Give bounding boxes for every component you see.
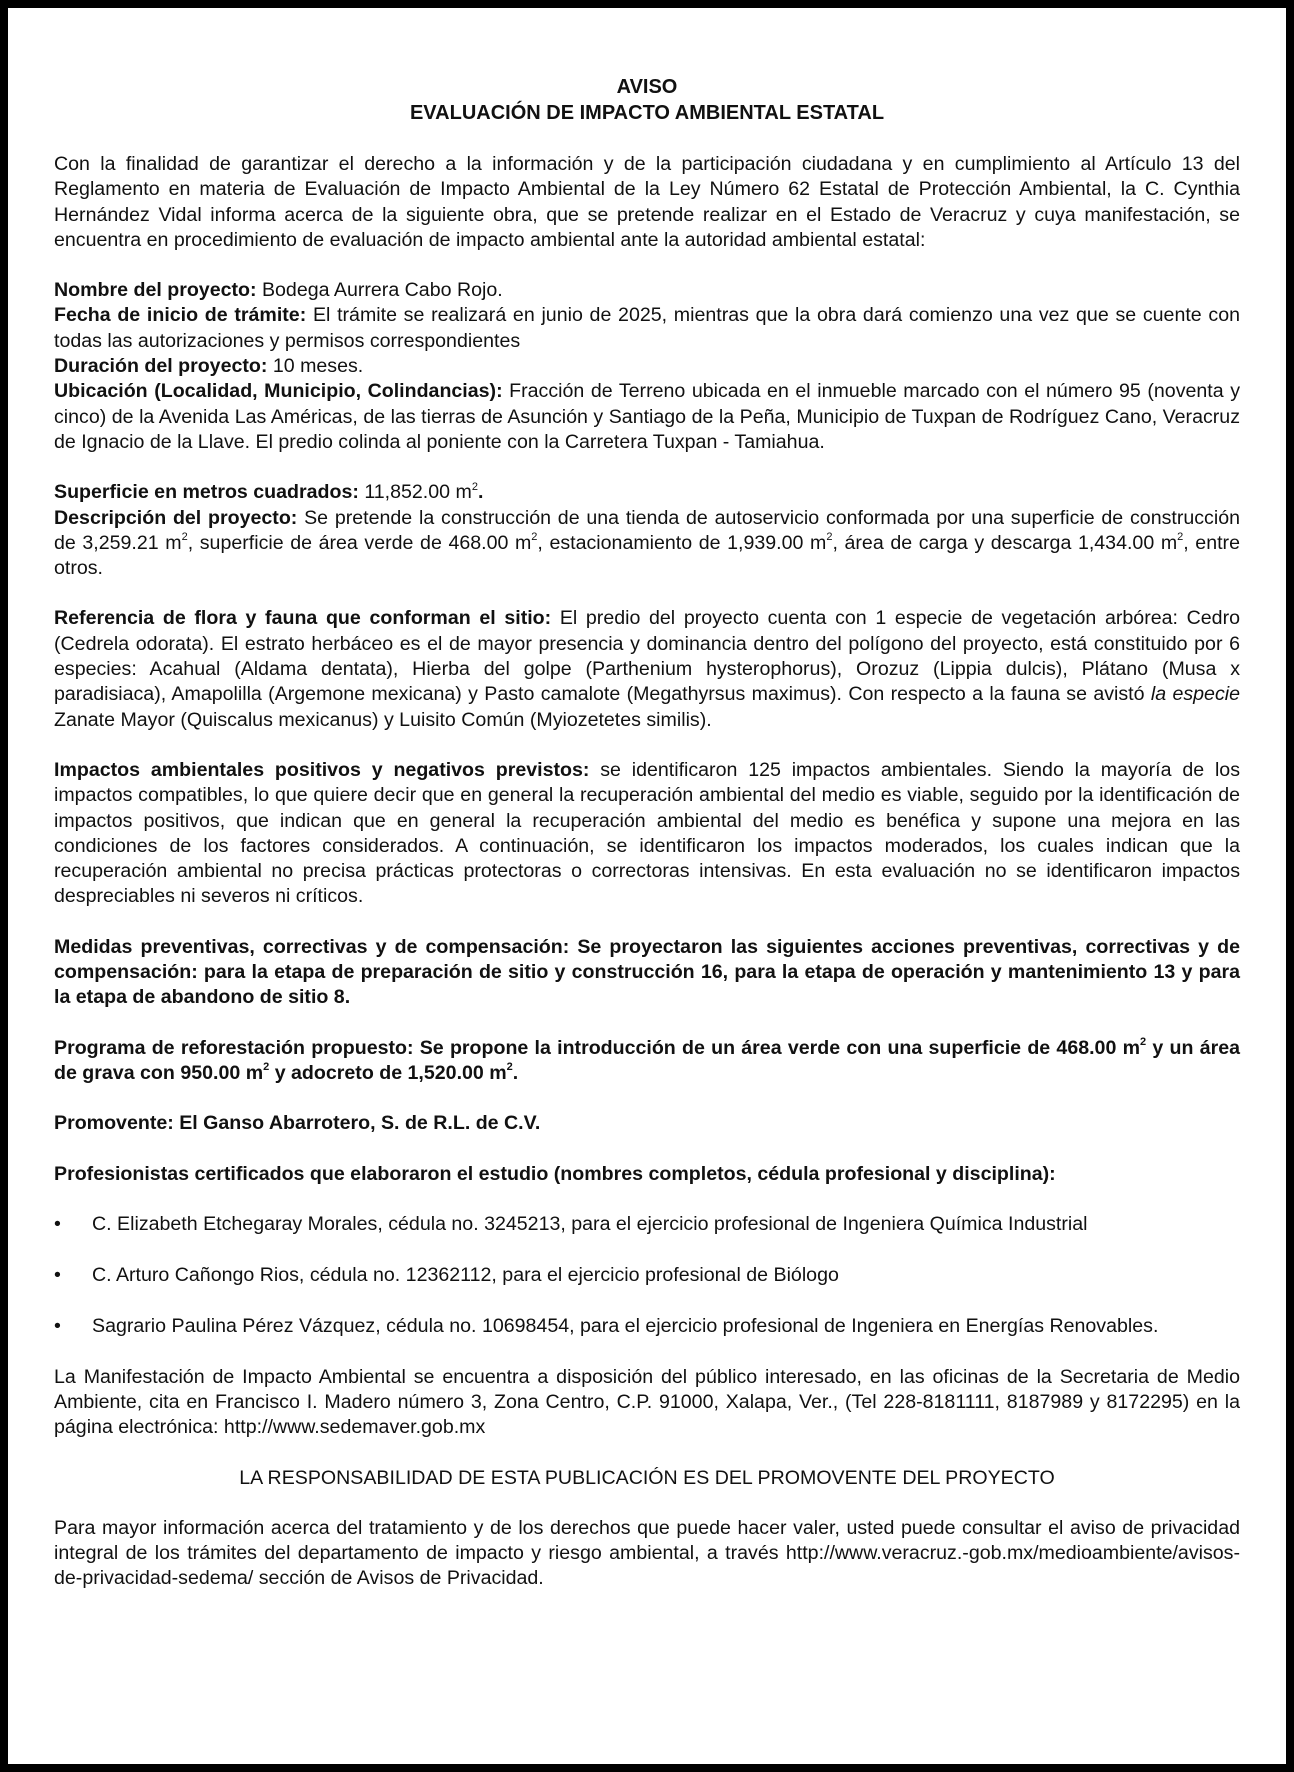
flora-label: Referencia de flora y fauna que conforman el sitio: (54, 607, 552, 630)
project-name (54, 278, 1240, 303)
responsibility-line: LA RESPONSABILIDAD DE ESTA PUBLICACIÓN ES DEL PROMOVENTE DEL PROYECTO (239, 1466, 1055, 1489)
project-duration (54, 354, 1240, 379)
reforestation-paragraph (54, 1036, 1240, 1087)
surface-end: . (477, 481, 484, 504)
title-evaluacion: EVALUACIÓN DE IMPACTO AMBIENTAL ESTATAL (409, 102, 885, 124)
list-item (54, 1212, 1240, 1237)
project-location (54, 379, 1240, 455)
reforestation-exp1: 2 (1140, 1036, 1147, 1049)
notice-title (54, 74, 1240, 126)
project-name-value: Bodega Aurrera Cabo Rojo. (256, 279, 503, 302)
description-part1: Se pretende la construcción de una tienda de autoservicio conformada por una superficie de construcción de 3,259.21 m (54, 506, 1240, 554)
professionals-heading: Profesionistas certificados que elaboraron el estudio (nombres completos, cédula profesional y disciplina): (54, 1162, 1056, 1185)
project-duration-label: Duración del proyecto: (54, 355, 268, 378)
impacts-text: se identificaron 125 impactos ambientales. Siendo la mayoría de los impactos compatibles, lo que quiere decir que en general la recuperación ambiental del medio es viable, seguido por la identificación de impactos positivos, que indican que en general la recuperación ambiental del medio es benéfica y supone una mejora en las condiciones de los factores considerados. A continuación, se identificaron los impactos moderados, los cuales indican que la recuperación ambiental no precisa prácticas protectoras o correctoras intensivas. En esta evaluación no se identificaron impactos despreciables ni severos ni críticos. (54, 758, 1240, 908)
description-exp1: 2 (181, 531, 188, 544)
reforestation-part4: . (512, 1061, 519, 1084)
flora-text: El predio del proyecto cuenta con 1 especie de vegetación arbórea: Cedro (Cedrela odorata). El estrato herbáceo es el de mayor presencia y dominancia dentro del polígono del proyecto, está constituido por 6 especies: Acahual (Aldama dentata), Hierba del golpe (Parthenium hysterophorus), Orozuz (Lippia dulcis), Plátano (Musa x paradisiaca), Amapolilla (Argemone mexicana) y Pasto camalote (Megathyrsus maximus). Con respecto a la fauna se avistó (54, 607, 1240, 706)
project-details (54, 278, 1240, 455)
bullet-icon: • (54, 1264, 61, 1287)
flora-italic: la especie (1150, 683, 1241, 706)
description-part4: , área de carga y descarga 1,434.00 m (832, 531, 1178, 554)
reforestation-exp2: 2 (263, 1061, 270, 1074)
reforestation-part1: Programa de reforestación propuesto: Se propone la introducción de un área verde con una superficie de 468.00 m (54, 1036, 1141, 1059)
description-exp4: 2 (1177, 531, 1184, 544)
description-exp3: 2 (826, 531, 833, 544)
title-aviso: AVISO (616, 76, 678, 98)
project-duration-value: 10 meses. (267, 355, 364, 378)
project-location-label: Ubicación (Localidad, Municipio, Colindancias): (54, 380, 503, 403)
project-description (54, 506, 1240, 582)
bullet-icon: • (54, 1315, 61, 1338)
professional-text: C. Elizabeth Etchegaray Morales, cédula no. 3245213, para el ejercicio profesional de Ingeniera Química Industrial (92, 1212, 1088, 1235)
reforestation-exp3: 2 (506, 1061, 513, 1074)
professionals-list (54, 1212, 1240, 1340)
list-item (54, 1263, 1240, 1288)
surface-description (54, 480, 1240, 581)
flora-text-end: Zanate Mayor (Quiscalus mexicanus) y Luisito Común (Myiozetetes similis). (54, 708, 712, 731)
surface-exponent: 2 (471, 480, 478, 493)
project-start-value: El trámite se realizará en junio de 2025, mientras que la obra dará comienzo una vez que se cuente con todas las autorizaciones y permisos correspondientes (54, 304, 1240, 352)
surface-value: 11,852.00 m (358, 481, 472, 504)
professional-text: C. Arturo Cañongo Rios, cédula no. 12362112, para el ejercicio profesional de Biólogo (92, 1264, 839, 1287)
description-part5: , entre otros. (54, 531, 1240, 580)
reforestation-part3: y adocreto de 1,520.00 m (269, 1061, 507, 1084)
bullet-icon: • (54, 1212, 61, 1235)
project-start-label: Fecha de inicio de trámite: (54, 304, 307, 327)
reforestation-part2: y un área de grava con 950.00 m (54, 1036, 1241, 1084)
notice-document (54, 74, 1240, 1592)
project-name-label: Nombre del proyecto: (54, 279, 257, 302)
description-part3: , estacionamiento de 1,939.00 m (537, 531, 827, 554)
impacts-paragraph (54, 758, 1240, 910)
flora-fauna-paragraph (54, 606, 1240, 732)
professional-text: Sagrario Paulina Pérez Vázquez, cédula no. 10698454, para el ejercicio profesional de Ingeniera en Energías Renovables. (92, 1315, 1159, 1338)
measures-paragraph: Medidas preventivas, correctivas y de compensación: Se proyectaron las siguientes acciones preventivas, correctivas y de compensación: para la etapa de preparación de sitio y construcción 16, para la etapa de operación y mantenimiento 13 y para la etapa de abandono de sitio 8. (54, 935, 1240, 1009)
list-item (54, 1314, 1240, 1339)
surface-area (54, 480, 1240, 505)
project-location-value: Fracción de Terreno ubicada en el inmueble marcado con el número 95 (noventa y cinco) de la Avenida Las Américas, de las tierras de Asunción y Santiago de la Peña, Municipio de Tuxpan de Rodríguez Cano, Veracruz de Ignacio de la Llave. El predio colinda al poniente con la Carretera Tuxpan - Tamiahua. (54, 380, 1240, 453)
promoter-line: Promovente: El Ganso Abarrotero, S. de R.L. de C.V. (54, 1112, 541, 1135)
project-start-date (54, 303, 1240, 354)
description-exp2: 2 (531, 531, 538, 544)
intro-paragraph: Con la finalidad de garantizar el derecho a la información y de la participación ciudadana y en cumplimiento al Artículo 13 del Reglamento en materia de Evaluación de Impacto Ambiental de la Ley Número 62 Estatal de Protección Ambiental, la C. Cynthia Hernández Vidal informa acerca de la siguiente obra, que se pretende realizar en el Estado de Veracruz y cuya manifestación, se encuentra en procedimiento de evaluación de impacto ambiental ante la autoridad ambiental estatal: (54, 153, 1240, 251)
privacy-paragraph: Para mayor información acerca del tratamiento y de los derechos que puede hacer valer, usted puede consultar el aviso de privacidad integral de los trámites del departamento de impacto y riesgo ambiental, a través http://www.veracruz.-gob.mx/medioambiente/avisos-de-privacidad-sedema/ sección de Avisos de Privacidad. (54, 1516, 1240, 1590)
availability-paragraph: La Manifestación de Impacto Ambiental se encuentra a disposición del público interesado, en las oficinas de la Secretaria de Medio Ambiente, cita en Francisco I. Madero número 3, Zona Centro, C.P. 91000, Xalapa, Ver., (Tel 228-8181111, 8187989 y 8172295) en la página electrónica: http://www.sedemaver.gob.mx (54, 1365, 1240, 1439)
surface-label: Superficie en metros cuadrados: (54, 481, 359, 504)
description-label: Descripción del proyecto: (54, 506, 298, 529)
description-part2: , superficie de área verde de 468.00 m (187, 531, 532, 554)
impacts-label: Impactos ambientales positivos y negativos previstos: (54, 758, 590, 781)
